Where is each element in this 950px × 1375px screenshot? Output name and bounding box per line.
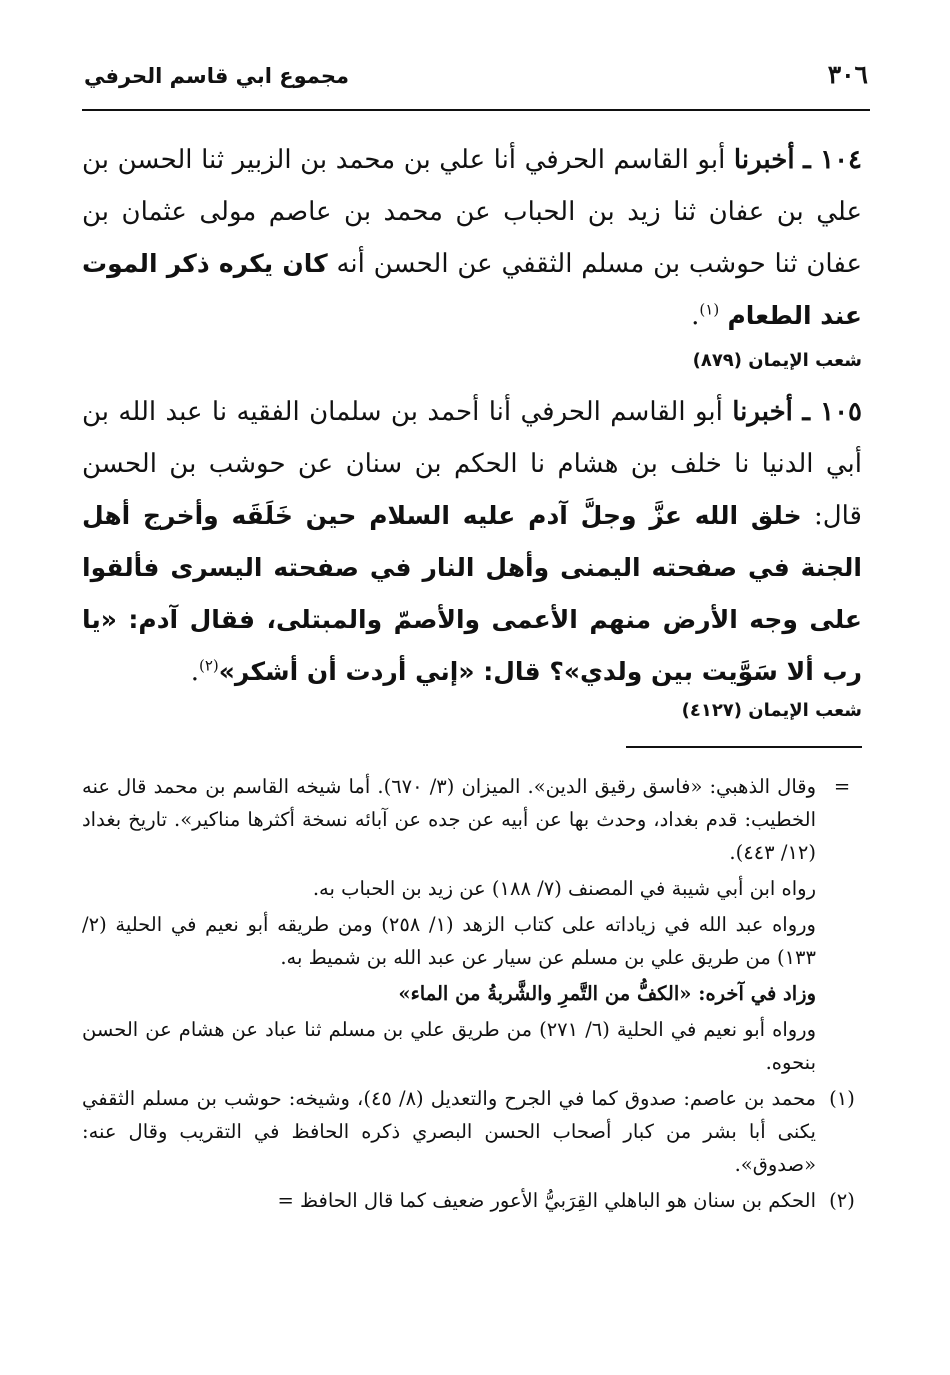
- footnote-2: [82, 1184, 862, 1217]
- hadith-end: .: [190, 657, 199, 687]
- footnote-paragraph: ورواه عبد الله في زياداته على كتاب الزهد (١/ ٢٥٨) ومن طريقه أبو نعيم في الحلية (٢/ ١٣٣) من طريق علي بن مسلم عن سيار عن عبد الله بن شميط به.: [82, 913, 816, 969]
- footnote-paragraph: ورواه أبو نعيم في الحلية (٦/ ٢٧١) من طريق علي بن مسلم ثنا عباد عن هشام عن الحسن بنحوه.: [82, 1018, 816, 1074]
- source-citation: شعب الإيمان (٤١٢٧): [681, 700, 862, 721]
- hadith-number: ١٠٥ ـ: [802, 397, 863, 427]
- header-rule: [82, 109, 870, 111]
- akhbarana-label: أخبرنا: [732, 397, 793, 427]
- footnote-ref: (١): [699, 300, 720, 319]
- hadith-104: [82, 134, 862, 342]
- hadith-matn: خلق الله عزَّ وجلَّ آدم عليه السلام حين خَلَقَه وأخرج أهل الجنة في صفحته اليمنى وأهل النار في صفحته اليسرى فألقوا على وجه الأرض منهم الأعمى والأصمّ والمبتلى، فقال آدم: «يا رب ألا سَوَّيت بين ولدي»؟ قال: «إني أردت أن أشكر»: [82, 501, 862, 686]
- footnote-paragraph: وقال الذهبي: «فاسق رقيق الدين». الميزان (٣/ ٦٧٠). أما شيخه القاسم بن محمد قال عنه الخطيب: قدم بغداد، وحدث بها عن أبيه عن جده عن آبائه نسخة أكثرها مناكير». تاريخ بغداد (١٢/ ٤٤٣).: [82, 775, 816, 864]
- footnote-marker: (١): [829, 1087, 855, 1110]
- hadith-105: [82, 386, 862, 698]
- footnotes: [82, 770, 862, 1220]
- footnote-separator: [626, 746, 862, 748]
- page-number: ٣٠٦: [827, 60, 868, 89]
- footnote-ref: (٢): [198, 656, 219, 675]
- footnote-1: [82, 1082, 862, 1181]
- footnote-paragraph: رواه ابن أبي شيبة في المصنف (٧/ ١٨٨) عن زيد بن الحباب به.: [312, 877, 816, 900]
- hadith-isnad: أبو القاسم الحرفي أنا أحمد بن سلمان الفقيه نا عبد الله بن أبي الدنيا نا خلف بن هشام نا الحكم بن سنان عن حوشب بن الحسن قال:: [82, 397, 862, 531]
- footnote-paragraph: وزاد في آخره: «الكفُّ من التَّمرِ والشَّربةُ من الماء»: [398, 982, 816, 1005]
- source-citation: شعب الإيمان (٨٧٩): [692, 350, 862, 371]
- footnote-marker: =: [833, 775, 851, 798]
- footnote-text: الحكم بن سنان هو الباهلي القِرَبيُّ الأعور ضعيف كما قال الحافظ =: [277, 1189, 816, 1212]
- akhbarana-label: أخبرنا: [733, 145, 795, 175]
- page-header: [82, 58, 870, 102]
- hadith-end: .: [691, 301, 700, 331]
- running-title: مجموع ابي قاسم الحرفي: [84, 64, 350, 88]
- footnote-text: محمد بن عاصم: صدوق كما في الجرح والتعديل (٨/ ٤٥)، وشيخه: حوشب بن مسلم الثقفي يكنى أبا بشر من كبار أصحاب الحسن البصري ذكره الحافظ في التقريب وقال عنه: «صدوق».: [82, 1087, 816, 1176]
- hadith-number: ١٠٤ ـ: [803, 145, 863, 175]
- footnote-marker: (٢): [829, 1189, 855, 1212]
- footnote-continued: [82, 770, 862, 1079]
- hadith-matn: كان يكره ذكر الموت عند الطعام: [82, 249, 862, 330]
- hadith-isnad: أبو القاسم الحرفي أنا علي بن محمد بن الزبير ثنا الحسن بن علي بن عفان ثنا زيد بن الحباب عن محمد بن عاصم مولى عثمان بن عفان ثنا حوشب بن مسلم الثقفي عن الحسن أنه: [82, 145, 863, 279]
